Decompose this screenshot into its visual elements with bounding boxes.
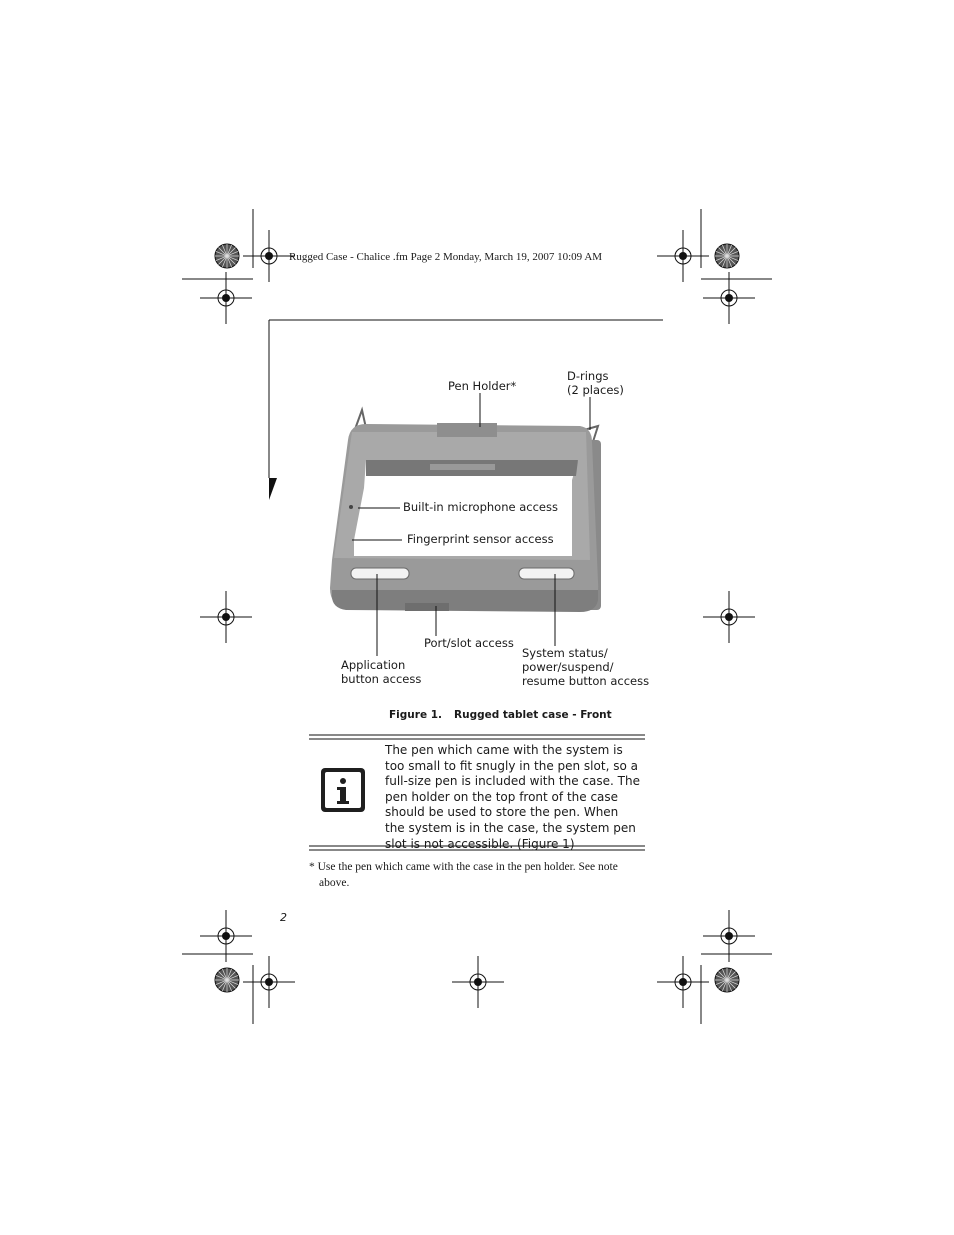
callout-app-line2: button access xyxy=(341,672,422,686)
print-slug: Rugged Case - Chalice .fm Page 2 Monday, March 19, 2007 10:09 AM xyxy=(289,251,603,263)
note-text: The pen which came with the system is too small to fit snugly in the pen slot, so a full-size pen is included with the case. The pen holder on the top front of the case should be used to store the pen. When the system is in the case, the system pen slot is not accessible. (Figure 1) xyxy=(385,743,640,851)
figure-caption-text: Rugged tablet case - Front xyxy=(454,709,612,721)
callout-status-line1: System status/ xyxy=(522,646,608,660)
callout-app-line1: Application xyxy=(341,658,406,672)
footnote-line1: * Use the pen which came with the case in the pen holder. See note xyxy=(309,861,618,873)
callout-d-rings xyxy=(567,369,624,397)
callout-status-line3: resume button access xyxy=(522,674,650,688)
figure-caption-label: Figure 1. xyxy=(389,709,443,721)
footnote-line2: above. xyxy=(319,877,350,889)
callout-fingerprint: Fingerprint sensor access xyxy=(407,532,554,546)
callout-d-rings-line1: D-rings xyxy=(567,369,609,383)
footnote xyxy=(309,859,649,891)
callout-microphone: Built-in microphone access xyxy=(403,500,558,514)
callout-port-slot: Port/slot access xyxy=(424,636,514,650)
callout-status-line2: power/suspend/ xyxy=(522,660,614,674)
figure-caption xyxy=(389,709,612,721)
callout-application-button xyxy=(341,658,421,686)
callout-pen-holder: Pen Holder* xyxy=(448,379,517,393)
info-icon xyxy=(321,768,365,812)
callout-d-rings-line2: (2 places) xyxy=(567,383,624,397)
page-number: 2 xyxy=(280,911,287,924)
callout-system-status xyxy=(522,646,649,688)
